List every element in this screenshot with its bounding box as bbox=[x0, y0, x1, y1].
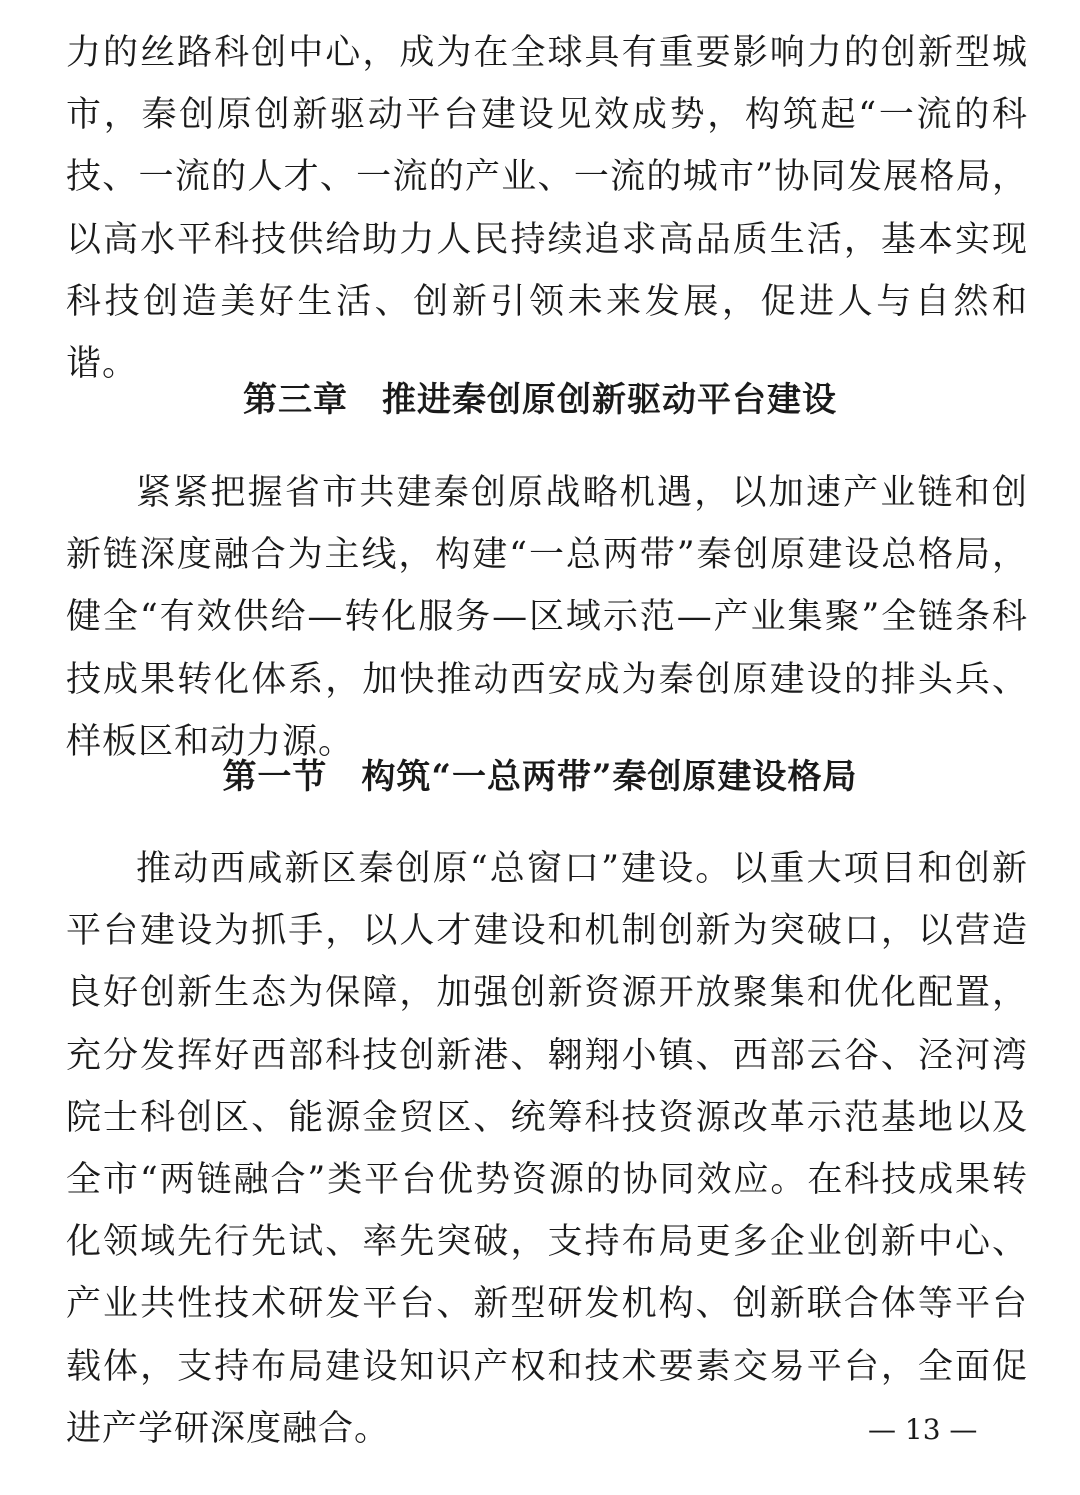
section-number: 第一节 bbox=[222, 757, 328, 797]
chapter-title: 推进秦创原创新驱动平台建设 bbox=[382, 380, 837, 420]
intro-paragraph: 力的丝路科创中心，成为在全球具有重要影响力的创新型城市，秦创原创新驱动平台建设见效成势，构筑起“一流的科技、一流的人才、一流的产业、一流的城市”协同发展格局，以高水平科技供给助力人民持续追求高品质生活，基本实现科技创造美好生活、创新引领未来发展，促进人与自然和谐。 bbox=[66, 33, 1028, 385]
section-title: 构筑“一总两带”秦创原建设格局 bbox=[361, 757, 858, 797]
chapter-heading bbox=[0, 370, 1080, 430]
section-paragraph: 推动西咸新区秦创原“总窗口”建设。以重大项目和创新平台建设为抓手，以人才建设和机制创新为突破口，以营造良好创新生态为保障，加强创新资源开放聚集和优化配置，充分发挥好西部科技创新港、翱翔小镇、西部云谷、泾河湾院士科创区、能源金贸区、统筹科技资源改革示范基地以及全市“两链融合”类平台优势资源的协同效应。在科技成果转化领域先行先试、率先突破，支持布局更多企业创新中心、产业共性技术研发平台、新型研发机构、创新联合体等平台载体，支持布局建设知识产权和技术要素交易平台，全面促进产学研深度融合。 bbox=[66, 849, 1028, 1449]
chapter-paragraph: 紧紧把握省市共建秦创原战略机遇，以加速产业链和创新链深度融合为主线，构建“一总两带”秦创原建设总格局，健全“有效供给—转化服务—区域示范—产业集聚”全链条科技成果转化体系，加快推动西安成为秦创原建设的排头兵、样板区和动力源。 bbox=[66, 473, 1028, 762]
chapter-number: 第三章 bbox=[243, 380, 348, 420]
section-heading bbox=[0, 747, 1080, 807]
page-number: — 13 — bbox=[868, 1413, 978, 1446]
